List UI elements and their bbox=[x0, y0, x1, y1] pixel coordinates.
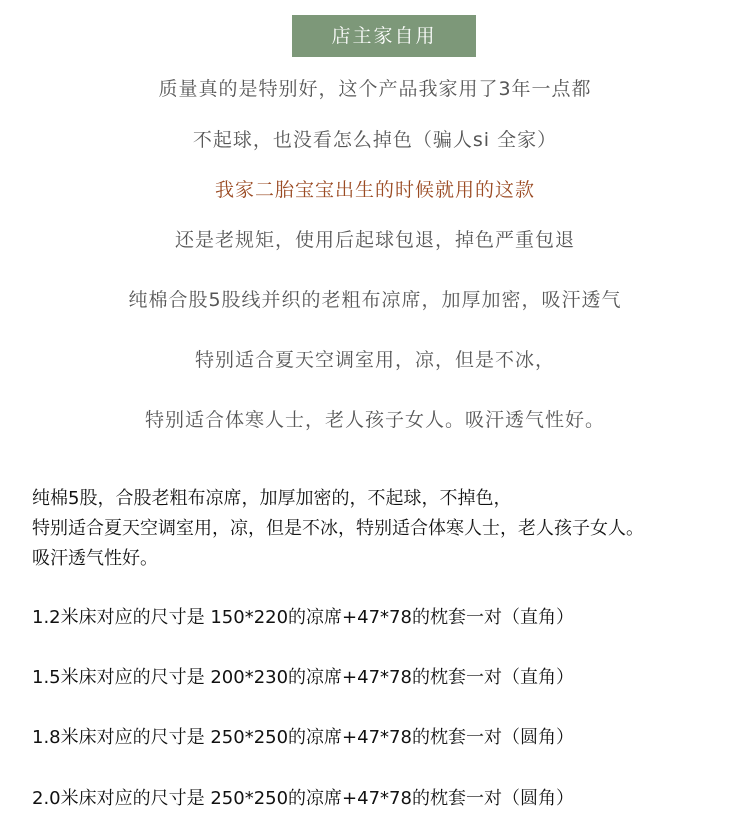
review-line-6: 特别适合夏天空调室用，凉，但是不冰， bbox=[194, 349, 555, 371]
size-spec-1-2m: 1.2米床对应的尺寸是 150*220的凉席+47*78的枕套一对（直角） bbox=[32, 607, 574, 628]
description-line-1: 纯棉5股，合股老粗布凉席，加厚加密的，不起球，不掉色， bbox=[32, 488, 512, 509]
description-line-2: 特别适合夏天空调室用，凉，但是不冰，特别适合体寒人士，老人孩子女人。 bbox=[32, 518, 644, 539]
title-badge: 店主家自用 bbox=[292, 15, 476, 57]
review-highlight-line: 我家二胎宝宝出生的时候就用的这款 bbox=[214, 179, 535, 201]
review-line-4: 还是老规矩，使用后起球包退，掉色严重包退 bbox=[174, 229, 575, 251]
review-line-1: 质量真的是特别好，这个产品我家用了3年一点都 bbox=[158, 78, 592, 100]
review-line-7: 特别适合体寒人士，老人孩子女人。吸汗透气性好。 bbox=[144, 409, 605, 431]
review-line-5: 纯棉合股5股线并织的老粗布凉席，加厚加密，吸汗透气 bbox=[128, 289, 622, 311]
review-line-2: 不起球，也没看怎么掉色（骗人si 全家） bbox=[192, 129, 558, 151]
size-spec-2-0m: 2.0米床对应的尺寸是 250*250的凉席+47*78的枕套一对（圆角） bbox=[32, 788, 574, 809]
description-line-3: 吸汗透气性好。 bbox=[32, 548, 158, 569]
size-spec-1-5m: 1.5米床对应的尺寸是 200*230的凉席+47*78的枕套一对（直角） bbox=[32, 667, 574, 688]
size-spec-1-8m: 1.8米床对应的尺寸是 250*250的凉席+47*78的枕套一对（圆角） bbox=[32, 727, 574, 748]
